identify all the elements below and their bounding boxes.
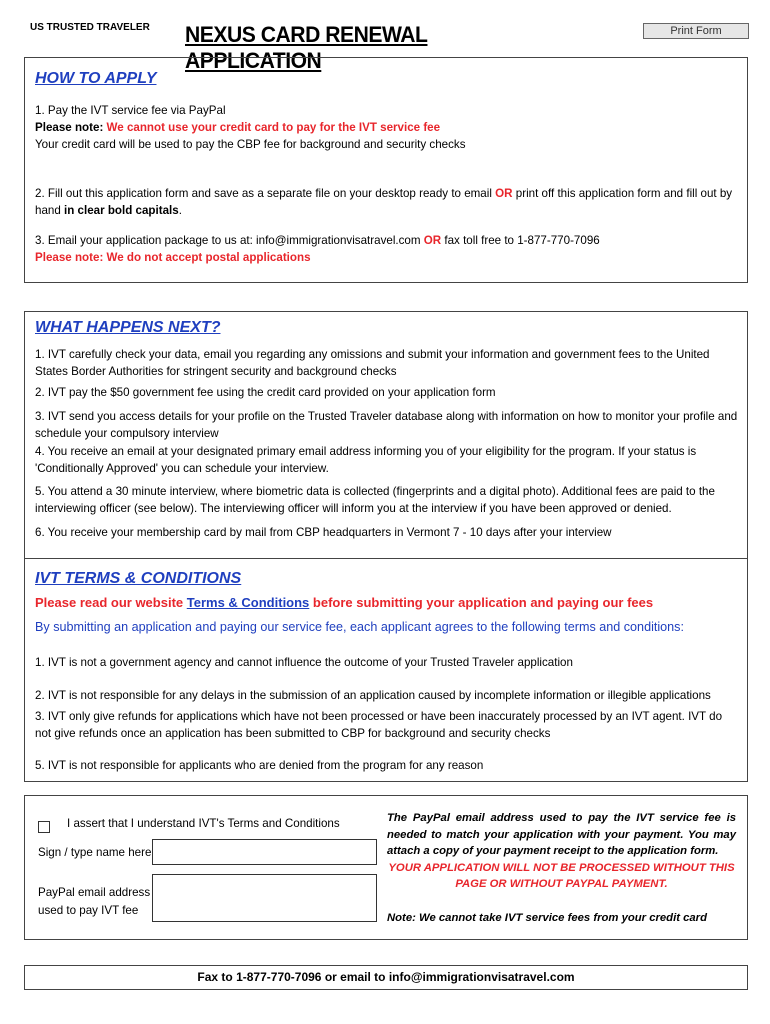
print-form-button[interactable]: Print Form (643, 23, 749, 39)
terms-heading: IVT TERMS & CONDITIONS (35, 570, 242, 587)
footer-box (24, 965, 748, 990)
terms-item-2: 2. IVT is not responsible for any delays in the submission of an application caused by incomplete information or illegible applications (35, 689, 711, 702)
terms-item-1: 1. IVT is not a government agency and cannot influence the outcome of your Trusted Traveler application (35, 656, 573, 669)
next-item-3: 3. IVT send you access details for your profile on the Trusted Traveler database along with information on how to monitor your profile and schedule your compulsory interview (35, 410, 738, 440)
step-1-note (35, 119, 440, 136)
how-to-apply-heading: HOW TO APPLY (35, 70, 157, 87)
note-credit-card: We cannot use your credit card to pay for the IVT service fee (106, 121, 441, 134)
next-item-2: 2. IVT pay the $50 government fee using the credit card provided on your application form (35, 386, 496, 399)
terms-checkbox[interactable] (38, 821, 50, 833)
step-3-part-b: fax toll free to 1-877-770-7096 (444, 234, 600, 247)
paypal-label-1: PayPal email address (38, 886, 151, 899)
terms-item-5: 5. IVT is not responsible for applicants who are denied from the program for any reason (35, 759, 484, 772)
terms-checkbox-label: I assert that I understand IVT's Terms and Conditions (67, 817, 340, 830)
note-label: Please note: (35, 121, 104, 134)
sign-name-input[interactable] (152, 839, 377, 865)
step-3-part-a: 3. Email your application package to us at: info@immigrationvisatravel.com (35, 234, 421, 247)
or-label: OR (495, 187, 513, 200)
terms-agree-line: By submitting an application and paying our service fee, each applicant agrees to the following terms and conditions: (35, 620, 684, 634)
next-item-5: 5. You attend a 30 minute interview, where biometric data is collected (fingerprints and a digital photo). Additional fees are paid to the interviewing officer (see below). The interviewing officer will inform you at the interview if you have been approved or denied. (35, 485, 715, 515)
step-2-text (35, 185, 740, 219)
what-happens-next-section (24, 311, 748, 782)
next-item-4: 4. You receive an email at your designated primary email address informing you of your eligibility for the program. If your status is 'Conditionally Approved' you can schedule your interview. (35, 445, 697, 475)
step-2-end: . (178, 204, 182, 217)
terms-item-3: 3. IVT only give refunds for applications which have not been processed or have been inaccurately processed by an IVT agent. IVT do not give refunds once an application has been submitted to CBP for background and security checks (35, 710, 723, 740)
paypal-notes-credit: Note: We cannot take IVT service fees from your credit card (387, 911, 707, 924)
assertion-section (24, 795, 748, 940)
terms-conditions-link[interactable]: Terms & Conditions (186, 595, 310, 610)
step-1-detail: Your credit card will be used to pay the CBP fee for background and security checks (35, 138, 466, 151)
org-label: US TRUSTED TRAVELER (30, 22, 150, 33)
how-to-apply-section (24, 57, 748, 283)
or-label-2: OR (423, 234, 442, 247)
next-item-6: 6. You receive your membership card by mail from CBP headquarters in Vermont 7 - 10 days after your interview (35, 526, 612, 539)
step-3-text (35, 232, 600, 249)
paypal-label-2: used to pay IVT fee (38, 904, 139, 917)
page-title: NEXUS CARD RENEWAL APPLICATION (185, 22, 428, 73)
paypal-notes-text: The PayPal email address used to pay the IVT service fee is needed to match your application with your payment. You may attach a copy of your payment receipt to the application form. (387, 812, 736, 857)
terms-read-line (35, 594, 653, 611)
next-item-1: 1. IVT carefully check your data, email you regarding any omissions and submit your information and government fees to the United States Border Authorities for stringent security and background checks (35, 348, 710, 378)
step-2-bold: in clear bold capitals (64, 204, 179, 217)
postal-note: Please note: We do not accept postal applications (35, 251, 311, 264)
step-1-text: 1. Pay the IVT service fee via PayPal (35, 104, 226, 117)
paypal-notes-warning: YOUR APPLICATION WILL NOT BE PROCESSED WITHOUT THIS PAGE OR WITHOUT PAYPAL PAYMENT. (388, 861, 735, 890)
what-happens-next-heading: WHAT HAPPENS NEXT? (35, 319, 221, 336)
section-divider (25, 558, 747, 559)
step-2-part-b: print off this application form and fill out by hand (35, 187, 733, 217)
terms-read-a: Please read our website (35, 595, 184, 610)
sign-label: Sign / type name here (38, 846, 152, 859)
footer-contact: Fax to 1-877-770-7096 or email to info@immigrationvisatravel.com (197, 970, 575, 984)
terms-read-b: before submitting your application and paying our fees (312, 595, 654, 610)
paypal-email-input[interactable] (152, 874, 377, 922)
step-2-part-a: 2. Fill out this application form and save as a separate file on your desktop ready to email (35, 187, 492, 200)
paypal-notes (387, 810, 736, 926)
